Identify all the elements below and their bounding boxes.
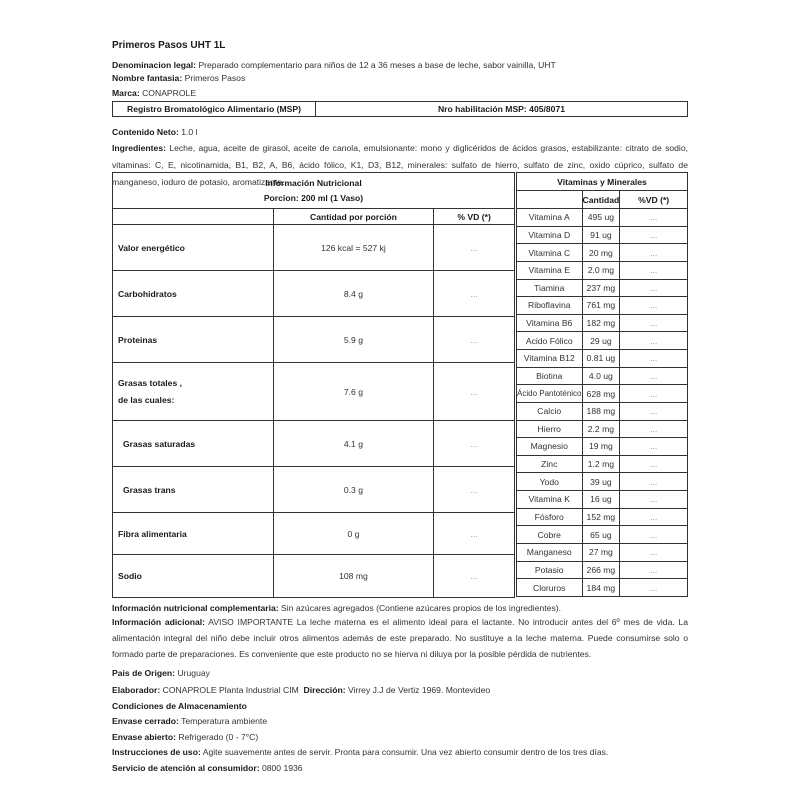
almacenamiento-label: Condiciones de Almacenamiento: [112, 701, 247, 711]
vitamin-qty: 29 ug: [582, 332, 620, 350]
vitamin-vd: ...: [620, 314, 688, 332]
nutrient-qty: 7.6 g: [273, 363, 434, 421]
vitamin-vd: ...: [620, 261, 688, 279]
fantasia-value: Primeros Pasos: [184, 73, 246, 83]
vitamin-name: Tiamina: [517, 279, 583, 297]
fantasia-label: Nombre fantasia:: [112, 73, 183, 83]
vitamin-name: Manganeso: [517, 543, 583, 561]
denominacion-label: Denominacion legal:: [112, 60, 197, 70]
vitamin-qty: 495 ug: [582, 209, 620, 227]
vitamin-name: Vitamina C: [517, 244, 583, 262]
vitamins-col-blank: [517, 191, 583, 209]
vitamin-name: Yodo: [517, 473, 583, 491]
nutrition-title: Información Nutricional: [265, 177, 362, 188]
servicio-value: 0800 1936: [261, 763, 303, 773]
nutrient-qty: 108 mg: [273, 555, 434, 598]
instrucciones-label: Instrucciones de uso:: [112, 747, 201, 757]
nutrient-qty: 0.3 g: [273, 467, 434, 513]
nutrient-qty: 5.9 g: [273, 317, 434, 363]
vitamin-vd: ...: [620, 226, 688, 244]
table-row: [517, 455, 688, 473]
abierto-value: Refrigerado (0 - 7°C): [178, 732, 259, 742]
table-row: [113, 421, 515, 467]
adicional-value: AVISO IMPORTANTE La leche materna es el alimento ideal para el lactante. No introducir antes del 6º mes de vida. La alimentación integral del niño debe incluir otros alimentos además de este preparado. No sustituye a la leche materna. Puede consumirse solo o formado parte de preparaciones. Es conveniente que este producto no se hierva ni diluya por la posible pérdida de nutrientes.: [112, 617, 688, 659]
vitamin-vd: ...: [620, 332, 688, 350]
table-row: [113, 363, 515, 421]
vitamins-col-vd: %VD (*): [620, 191, 688, 209]
vitamins-col-qty: Cantidad: [582, 191, 620, 209]
table-row: [113, 513, 515, 555]
ingredientes-value: Leche, agua, aceite de girasol, aceite de canola, emulsionante: mono y diglicéridos de ácidos grasos, estabilizante: citrato de sodio, vitaminas: C, E, nicotinamida, B1, B2, A, B6, ácido fólico, K1, D3, B12, minerales: sulfato de hierro, sulfato de zinc, oxido cúprico, sulfato de manganeso, ioduro de potasio, aromatizante.: [112, 143, 689, 187]
vitamin-vd: ...: [620, 244, 688, 262]
nutrition-col-blank: [113, 209, 274, 225]
vitamin-qty: 2.2 mg: [582, 420, 620, 438]
vitamin-qty: 0.81 ug: [582, 350, 620, 368]
vitamin-name: Ácido Pantoténico: [517, 385, 583, 403]
nutrient-label: Proteinas: [113, 317, 274, 363]
vitamin-name: Hierro: [517, 420, 583, 438]
vitamin-name: Potasio: [517, 561, 583, 579]
vitamins-table: [516, 172, 688, 597]
elaborador-label: Elaborador:: [112, 685, 161, 695]
table-row: [517, 367, 688, 385]
vitamin-qty: 237 mg: [582, 279, 620, 297]
contenido-label: Contenido Neto:: [112, 127, 179, 137]
nutrition-portion: Porcion: 200 ml (1 Vaso): [263, 192, 364, 203]
registro-box: [112, 101, 688, 117]
vitamin-qty: 20 mg: [582, 244, 620, 262]
table-row: [517, 332, 688, 350]
table-row: [517, 508, 688, 526]
table-row: [517, 244, 688, 262]
vitamin-qty: 4.0 ug: [582, 367, 620, 385]
product-title: Primeros Pasos UHT 1L: [112, 40, 226, 51]
vitamin-name: Cobre: [517, 526, 583, 544]
vitamin-name: Cloruros: [517, 579, 583, 597]
nutrient-vd: ...: [434, 363, 515, 421]
nutrient-label-line2: de las cuales:: [118, 394, 175, 405]
table-row: [113, 317, 515, 363]
origen-value: Uruguay: [177, 668, 210, 678]
table-row: [113, 271, 515, 317]
table-row: [517, 226, 688, 244]
vitamins-title: Vitaminas y Minerales: [517, 173, 688, 191]
vitamin-qty: 91 ug: [582, 226, 620, 244]
elaborador-value: CONAPROLE Planta Industrial CIM: [162, 685, 299, 695]
vitamin-qty: 1.2 mg: [582, 455, 620, 473]
table-row: [113, 555, 515, 598]
nutrient-vd: ...: [434, 225, 515, 271]
vitamin-vd: ...: [620, 350, 688, 368]
nutrient-label-line1: Grasas totales ,: [118, 377, 183, 388]
table-row: [517, 314, 688, 332]
vitamin-qty: 761 mg: [582, 297, 620, 315]
vitamin-vd: ...: [620, 420, 688, 438]
vitamin-qty: 266 mg: [582, 561, 620, 579]
table-row: [517, 402, 688, 420]
abierto-line: [112, 732, 258, 742]
vitamin-qty: 16 ug: [582, 491, 620, 509]
vitamin-name: Fósforo: [517, 508, 583, 526]
vitamin-vd: ...: [620, 438, 688, 456]
table-row: [517, 297, 688, 315]
table-row: [517, 526, 688, 544]
table-row: [517, 261, 688, 279]
elaborador-line: [112, 685, 490, 695]
vitamin-qty: 27 mg: [582, 543, 620, 561]
table-row: [517, 491, 688, 509]
vitamin-vd: ...: [620, 508, 688, 526]
nutrient-vd: ...: [434, 467, 515, 513]
vitamin-vd: ...: [620, 561, 688, 579]
complementaria-label: Información nutricional complementaria:: [112, 603, 279, 613]
contenido-value: 1.0 l: [181, 127, 198, 137]
nutrient-qty: 0 g: [273, 513, 434, 555]
vitamin-name: Magnesio: [517, 438, 583, 456]
contenido-line: [112, 127, 197, 137]
denominacion-value: Preparado complementario para niños de 12 a 36 meses a base de leche, sabor vainilla, UHT: [198, 60, 556, 70]
abierto-label: Envase abierto:: [112, 732, 176, 742]
servicio-label: Servicio de atención al consumidor:: [112, 763, 260, 773]
vitamin-name: Vitamina D: [517, 226, 583, 244]
nutrient-label: Grasas trans: [113, 467, 274, 513]
registro-label: Registro Bromatológico Alimentario (MSP): [113, 102, 316, 116]
adicional-paragraph: [112, 614, 688, 662]
vitamin-name: Riboflavina: [517, 297, 583, 315]
table-row: [517, 579, 688, 597]
nutrient-vd: ...: [434, 513, 515, 555]
vitamin-name: Calcio: [517, 402, 583, 420]
table-row: [113, 225, 515, 271]
direccion-label: Dirección:: [303, 685, 346, 695]
vitamin-vd: ...: [620, 491, 688, 509]
nutrient-vd: ...: [434, 271, 515, 317]
vitamin-name: Acido Fólico: [517, 332, 583, 350]
table-row: [517, 385, 688, 403]
table-row: [517, 543, 688, 561]
vitamin-vd: ...: [620, 209, 688, 227]
nutrition-table: [112, 172, 515, 598]
vitamin-name: Vitamina A: [517, 209, 583, 227]
origen-label: Pais de Origen:: [112, 668, 176, 678]
vitamin-name: Zinc: [517, 455, 583, 473]
instrucciones-value: Agite suavemente antes de servir. Pronta para consumir. Una vez abierto consumir dentro de los tres días.: [202, 747, 609, 757]
marca-line: [112, 88, 196, 98]
vitamin-name: Vitamina B12: [517, 350, 583, 368]
instrucciones-line: [112, 747, 608, 757]
direccion-value: Virrey J.J de Vertiz 1969. Montevideo: [347, 685, 491, 695]
table-row: [517, 279, 688, 297]
vitamin-vd: ...: [620, 543, 688, 561]
vitamin-vd: ...: [620, 385, 688, 403]
cerrado-line: [112, 716, 267, 726]
vitamin-qty: 182 mg: [582, 314, 620, 332]
habilitacion-number: Nro habilitación MSP: 405/8071: [437, 104, 566, 114]
servicio-line: [112, 763, 303, 773]
marca-value: CONAPROLE: [142, 88, 197, 98]
vitamin-qty: 628 mg: [582, 385, 620, 403]
nutrient-label: Valor energético: [113, 225, 274, 271]
vitamin-vd: ...: [620, 526, 688, 544]
nutrition-header: [113, 173, 515, 209]
nutrition-col-qty: Cantidad por porción: [273, 209, 434, 225]
nutrient-vd: ...: [434, 421, 515, 467]
vitamin-qty: 188 mg: [582, 402, 620, 420]
vitamin-vd: ...: [620, 455, 688, 473]
table-row: [517, 350, 688, 368]
vitamin-name: Vitamina E: [517, 261, 583, 279]
table-row: [517, 473, 688, 491]
vitamin-name: Vitamina K: [517, 491, 583, 509]
adicional-label: Información adicional:: [112, 617, 205, 627]
nutrient-label: Fibra alimentaria: [113, 513, 274, 555]
vitamin-vd: ...: [620, 579, 688, 597]
nutrient-qty: 126 kcal = 527 kj: [273, 225, 434, 271]
vitamin-vd: ...: [620, 297, 688, 315]
vitamin-name: Biotina: [517, 367, 583, 385]
complementaria-line: [112, 603, 561, 613]
nutrient-vd: ...: [434, 555, 515, 598]
cerrado-label: Envase cerrado:: [112, 716, 179, 726]
vitamin-vd: ...: [620, 367, 688, 385]
vitamin-name: Vitamina B6: [517, 314, 583, 332]
table-row: [113, 467, 515, 513]
cerrado-value: Temperatura ambiente: [181, 716, 268, 726]
nutrient-label: Grasas saturadas: [113, 421, 274, 467]
nutrient-qty: 8.4 g: [273, 271, 434, 317]
nutrient-vd: ...: [434, 317, 515, 363]
vitamin-vd: ...: [620, 473, 688, 491]
vitamin-vd: ...: [620, 279, 688, 297]
vitamin-qty: 19 mg: [582, 438, 620, 456]
marca-label: Marca:: [112, 88, 140, 98]
nutrient-label: Sodio: [113, 555, 274, 598]
vitamin-qty: 152 mg: [582, 508, 620, 526]
table-row: [517, 420, 688, 438]
vitamin-qty: 2.0 mg: [582, 261, 620, 279]
nutrition-col-vd: % VD (*): [434, 209, 515, 225]
complementaria-value: Sin azúcares agregados (Contiene azúcares propios de los ingredientes).: [281, 603, 561, 613]
almacenamiento-title: [112, 701, 247, 711]
vitamin-vd: ...: [620, 402, 688, 420]
table-row: [517, 438, 688, 456]
fantasia-line: [112, 73, 245, 83]
nutrient-label: [113, 363, 274, 421]
vitamin-qty: 39 ug: [582, 473, 620, 491]
nutrient-label: Carbohidratos: [113, 271, 274, 317]
nutrient-qty: 4.1 g: [273, 421, 434, 467]
vitamin-qty: 65 ug: [582, 526, 620, 544]
vitamin-qty: 184 mg: [582, 579, 620, 597]
ingredientes-label: Ingredientes:: [112, 143, 166, 153]
table-row: [517, 561, 688, 579]
denominacion-line: [112, 60, 556, 70]
origen-line: [112, 668, 210, 678]
table-row: [517, 209, 688, 227]
